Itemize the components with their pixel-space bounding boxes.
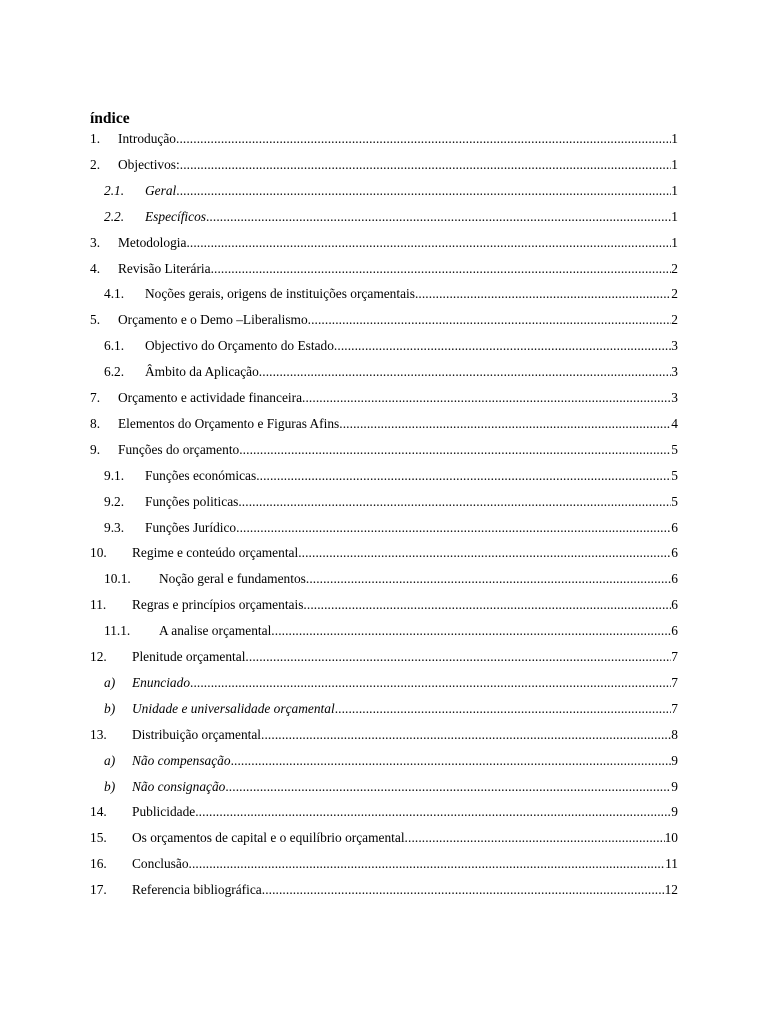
toc-entry-line (132, 751, 678, 771)
toc-entry-number: 17. (90, 882, 107, 898)
toc-entry-page: 1 (671, 182, 678, 198)
dot-leader (239, 440, 671, 460)
toc-entry-page: 5 (671, 493, 678, 509)
toc-entry-number: 2.1. (104, 182, 125, 198)
toc-entry-page: 8 (671, 726, 678, 742)
toc-entry[interactable] (0, 699, 768, 719)
toc-entry-number: 14. (90, 804, 107, 820)
toc-entry[interactable] (0, 466, 768, 486)
toc-entry-label: Funções Jurídico (145, 519, 237, 535)
toc-entry-page: 7 (671, 700, 678, 716)
toc-entry[interactable] (0, 181, 768, 201)
toc-entry-label: Referencia bibliográfica (132, 882, 262, 898)
toc-entry-number: 16. (90, 856, 107, 872)
toc-entry-line (132, 854, 678, 874)
toc-entry-number: 9.1. (104, 467, 125, 483)
toc-entry-page: 6 (671, 597, 678, 613)
toc-entry-number: 6.2. (104, 364, 125, 380)
toc-entry[interactable] (0, 621, 768, 641)
toc-entry[interactable] (0, 647, 768, 667)
toc-entry-page: 4 (671, 415, 678, 431)
dot-leader (225, 777, 671, 797)
toc-entry-number: a) (104, 752, 116, 768)
toc-entry-label: Regime e conteúdo orçamental (132, 545, 299, 561)
toc-entry-page: 1 (671, 156, 678, 172)
toc-entry[interactable] (0, 259, 768, 279)
toc-entry-label: Não compensação (132, 752, 231, 768)
toc-entry-label: Plenitude orçamental (132, 649, 246, 664)
toc-entry-page: 1 (671, 208, 678, 224)
toc-entry-label: Objectivos: (118, 156, 180, 172)
toc-entry[interactable] (0, 828, 768, 848)
toc-entry-page: 6 (671, 519, 678, 535)
toc-entry-label: Funções politicas (145, 493, 239, 509)
toc-entry[interactable] (0, 388, 768, 408)
dot-leader (238, 492, 671, 512)
toc-entry-line (132, 699, 678, 719)
toc-entry-label: Publicidade (132, 804, 196, 820)
toc-entry-page: 6 (671, 623, 678, 639)
dot-leader (303, 595, 671, 615)
toc-entry-label: Metodologia (118, 234, 187, 250)
toc-entry-number: 13. (90, 726, 107, 742)
toc-entry[interactable] (0, 725, 768, 745)
toc-entry[interactable] (0, 414, 768, 434)
toc-entry[interactable] (0, 595, 768, 615)
toc-entry-line (118, 310, 678, 330)
toc-entry-number: 9. (90, 441, 101, 457)
toc-entry-number: 4.1. (104, 286, 125, 302)
dot-leader (176, 129, 671, 149)
toc-entry-line (118, 233, 678, 253)
toc-entry-page: 7 (671, 674, 678, 690)
toc-entry[interactable] (0, 673, 768, 693)
toc-entry-label: Introdução (118, 131, 177, 146)
toc-entry-number: 7. (90, 390, 101, 405)
toc-entry-number: 2. (90, 156, 101, 172)
toc-entry-line (132, 647, 678, 667)
toc-entry-label: Conclusão (132, 856, 189, 872)
dot-leader (335, 699, 672, 719)
toc-entry-label: Noção geral e fundamentos (159, 571, 306, 587)
dot-leader (339, 414, 671, 434)
toc-entry-page: 5 (671, 467, 678, 483)
toc-entry-label: Elementos do Orçamento e Figuras Afins (118, 415, 340, 431)
toc-entry-line (145, 466, 678, 486)
toc-entry-line (132, 880, 678, 900)
dot-leader (186, 233, 671, 253)
toc-entry-label: Não consignação (132, 778, 226, 794)
toc-entry-number: 6.1. (104, 338, 125, 354)
toc-entry-page: 6 (671, 571, 678, 587)
toc-entry[interactable] (0, 543, 768, 563)
toc-entry-number: 10.1. (104, 571, 131, 587)
toc-entry-number: 15. (90, 830, 107, 846)
toc-title: índice (90, 110, 130, 127)
toc-entry-label: Unidade e universalidade orçamental (132, 700, 335, 716)
toc-entry-line (132, 673, 678, 693)
toc-entry[interactable] (0, 569, 768, 589)
toc-entry[interactable] (0, 233, 768, 253)
toc-entry[interactable] (0, 802, 768, 822)
toc-entry-line (118, 440, 678, 460)
toc-entry-number: 5. (90, 312, 101, 328)
toc-entry-number: 12. (90, 649, 107, 664)
toc-entry-number: 3. (90, 234, 101, 250)
toc-entry-number: 10. (90, 545, 107, 561)
toc-entry-line (145, 336, 678, 356)
toc-entry[interactable] (0, 155, 768, 175)
toc-entry-line (118, 155, 678, 175)
dot-leader (306, 569, 671, 589)
toc-entry[interactable] (0, 492, 768, 512)
toc-entry[interactable] (0, 751, 768, 771)
dot-leader (176, 181, 671, 201)
toc-entry-number: 11.1. (104, 623, 131, 639)
toc-entry-label: Âmbito da Aplicação (145, 364, 259, 380)
toc-entry[interactable] (0, 777, 768, 797)
toc-entry-label: Orçamento e actividade financeira (118, 390, 303, 405)
toc-entry-page: 5 (671, 441, 678, 457)
toc-entry-number: 1. (90, 131, 101, 146)
toc-entry-label: Específicos (145, 208, 206, 224)
toc-entry-label: Funções do orçamento (118, 441, 240, 457)
dot-leader (189, 854, 666, 874)
toc-entry[interactable] (0, 284, 768, 304)
toc-entry-number: 8. (90, 415, 101, 431)
dot-leader (405, 828, 665, 848)
toc-entry-line (145, 181, 678, 201)
dot-leader (180, 155, 672, 175)
dot-leader (308, 310, 672, 330)
toc-entry-label: Noções gerais, origens de instituições orçamentais (145, 286, 415, 302)
dot-leader (245, 647, 671, 667)
toc-entry-number: 9.3. (104, 519, 125, 535)
toc-entry-page: 7 (671, 649, 678, 664)
toc-entry[interactable] (0, 880, 768, 900)
toc-entry-label: Objectivo do Orçamento do Estado (145, 338, 334, 354)
toc-entry[interactable] (0, 518, 768, 538)
toc-entry-number: 2.2. (104, 208, 125, 224)
dot-leader (261, 725, 671, 745)
toc-entry-number: b) (104, 778, 116, 794)
toc-entry-label: Geral (145, 182, 177, 198)
dot-leader (256, 466, 671, 486)
dot-leader (259, 362, 672, 382)
toc-entry[interactable] (0, 362, 768, 382)
toc-entry-page: 9 (671, 752, 678, 768)
toc-entry-label: Revisão Literária (118, 260, 211, 276)
toc-entry-line (145, 362, 678, 382)
toc-entry-label: A analise orçamental (159, 623, 272, 639)
toc-entry-line (132, 725, 678, 745)
toc-entry-page: 6 (671, 545, 678, 561)
toc-entry-line (118, 259, 678, 279)
toc-entry-page: 12 (664, 882, 678, 898)
toc-entry[interactable] (0, 129, 768, 149)
toc-entry-label: Regras e princípios orçamentais (132, 597, 304, 613)
dot-leader (334, 336, 671, 356)
toc-entry-page: 2 (671, 312, 678, 328)
toc-entry-label: Enunciado (132, 674, 191, 690)
dot-leader (302, 388, 671, 408)
toc-entry-page: 3 (671, 364, 678, 380)
toc-entry-line (145, 284, 678, 304)
toc-entry-line (118, 129, 678, 149)
toc-entry-label: Distribuição orçamental (132, 726, 262, 742)
dot-leader (231, 751, 672, 771)
dot-leader (271, 621, 671, 641)
toc-entry-line (132, 595, 678, 615)
dot-leader (211, 259, 672, 279)
toc-entry[interactable] (0, 854, 768, 874)
dot-leader (415, 284, 671, 304)
toc-entry-page: 10 (664, 830, 678, 846)
toc-entry-page: 3 (671, 390, 678, 405)
toc-entry-line (145, 518, 678, 538)
toc-entry-number: a) (104, 674, 116, 690)
toc-entry[interactable] (0, 440, 768, 460)
toc-entry-number: 9.2. (104, 493, 125, 509)
toc-entry-label: Orçamento e o Demo –Liberalismo (118, 312, 308, 328)
toc-entry-number: 4. (90, 260, 101, 276)
toc-entry-page: 3 (671, 338, 678, 354)
toc-entry-label: Os orçamentos de capital e o equilíbrio orçamental (132, 830, 405, 846)
toc-entry-line (118, 388, 678, 408)
toc-entry[interactable] (0, 310, 768, 330)
dot-leader (298, 543, 671, 563)
toc-entry-line (132, 543, 678, 563)
dot-leader (190, 673, 671, 693)
dot-leader (236, 518, 671, 538)
toc-entry-page: 1 (671, 131, 678, 146)
dot-leader (195, 802, 671, 822)
toc-entry-line (132, 777, 678, 797)
toc-entry-label: Funções económicas (145, 467, 257, 483)
toc-entry[interactable] (0, 336, 768, 356)
toc-entry-page: 2 (671, 260, 678, 276)
toc-entry-line (159, 569, 678, 589)
toc-entry-page: 1 (671, 234, 678, 250)
toc-entry-line (145, 207, 678, 227)
dot-leader (206, 207, 671, 227)
toc-entry[interactable] (0, 207, 768, 227)
toc-entry-number: b) (104, 700, 116, 716)
toc-entry-line (118, 414, 678, 434)
dot-leader (262, 880, 665, 900)
toc-entry-page: 9 (671, 804, 678, 820)
toc-entry-line (159, 621, 678, 641)
toc-entry-line (132, 802, 678, 822)
toc-entry-line (132, 828, 678, 848)
toc-entry-page: 2 (671, 286, 678, 302)
toc-entry-number: 11. (90, 597, 107, 613)
toc-entry-page: 9 (671, 778, 678, 794)
toc-entry-line (145, 492, 678, 512)
toc-entry-page: 11 (665, 856, 678, 872)
